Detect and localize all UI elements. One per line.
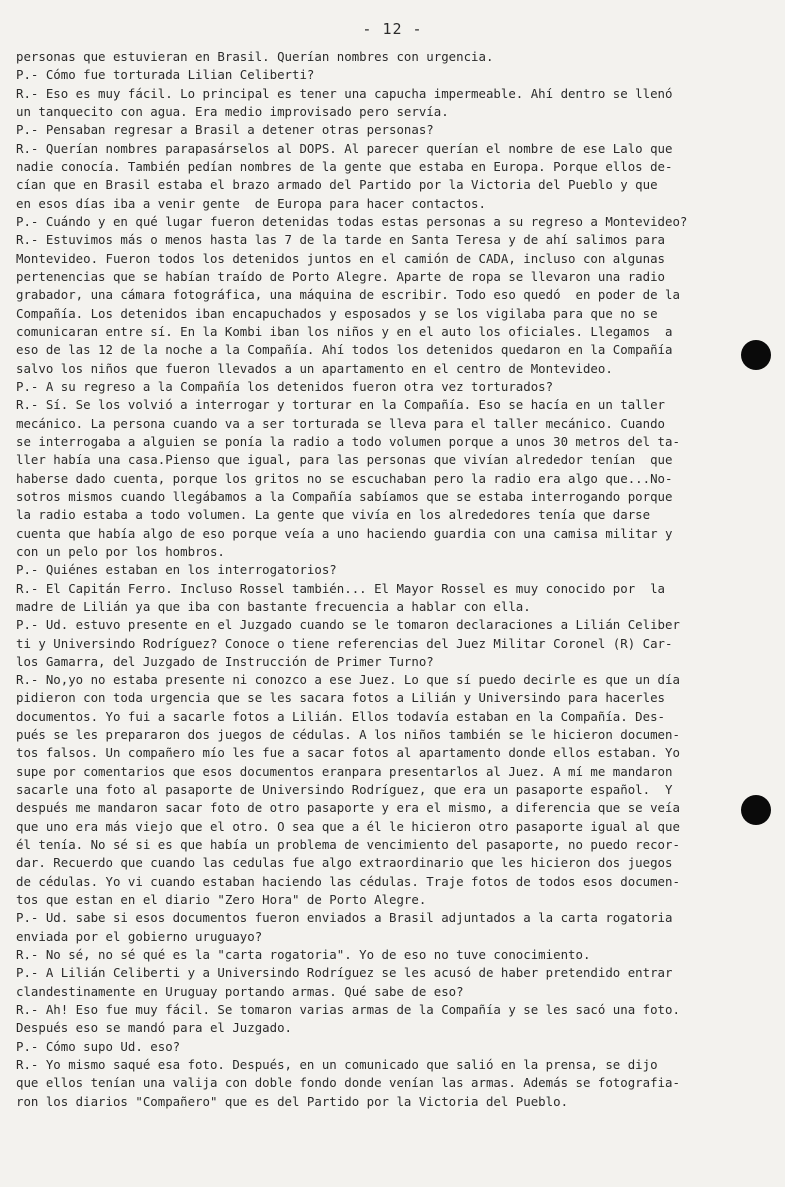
text-line: la radio estaba a todo volumen. La gente que vivía en los alrededores tenía que darse [16,507,651,523]
text-line: ron los diarios "Compañero" que es del Partido por la Victoria del Pueblo. [16,1093,569,1109]
text-line: con un pelo por los hombros. [16,543,225,559]
text-line: que uno era más viejo que el otro. O sea que a él le hicieron otro pasaporte igual al que [16,818,680,834]
text-line: clandestinamente en Uruguay portando armas. Qué sabe de eso? [16,983,464,999]
text-line: R.- Estuvimos más o menos hasta las 7 de la tarde en Santa Teresa y de ahí salimos para [16,232,666,248]
binder-punch-hole-bottom [741,795,771,825]
text-line: P.- Pensaban regresar a Brasil a detener otras personas? [16,122,434,138]
text-line: se interrogaba a alguien se ponía la radio a todo volumen porque a unos 30 metros del ta- [16,433,680,449]
text-line: P.- Cómo fue torturada Lilian Celiberti? [16,67,315,83]
text-line: documentos. Yo fui a sacarle fotos a Lilián. Ellos todavía estaban en la Compañía. Des- [16,708,666,724]
text-line: pertenencias que se habían traído de Porto Alegre. Aparte de ropa se llevaron una radio [16,268,666,284]
text-line: ti y Universindo Rodríguez? Conoce o tiene referencias del Juez Militar Coronel (R) Car- [16,635,673,651]
text-line: un tanquecito con agua. Era medio improvisado pero servía. [16,103,449,119]
text-line: sotros mismos cuando llegábamos a la Compañía sabíamos que se estaba interrogando porque [16,488,673,504]
text-line: P.- Cómo supo Ud. eso? [16,1038,181,1054]
text-line: haberse dado cuenta, porque los gritos no se escuchaban pero la radio era algo que...No- [16,470,673,486]
text-line: R.- Yo mismo saqué esa foto. Después, en un comunicado que salió en la prensa, se dijo [16,1057,658,1073]
text-line: nadie conocía. También pedían nombres de la gente que estaba en Europa. Porque ellos de- [16,158,673,174]
typewritten-body-text [16,48,781,1111]
text-line: pidieron con toda urgencia que se les sacara fotos a Lilián y Universindo para hacerles [16,690,666,706]
text-line: Montevideo. Fueron todos los detenidos juntos en el camión de CADA, incluso con algunas [16,250,666,266]
text-line: eso de las 12 de la noche a la Compañía. Ahí todos los detenidos quedaron en la Compañía [16,342,673,358]
text-line: R.- Ah! Eso fue muy fácil. Se tomaron varias armas de la Compañía y se les sacó una foto. [16,1002,680,1018]
text-line: cían que en Brasil estaba el brazo armado del Partido por la Victoria del Pueblo y que [16,177,658,193]
text-line: de cédulas. Yo vi cuando estaban haciendo las cédulas. Traje fotos de todos esos documen- [16,873,680,889]
text-line: comunicaran entre sí. En la Kombi iban los niños y en el auto los oficiales. Llegamos a [16,323,673,339]
text-line: P.- Ud. sabe si esos documentos fueron enviados a Brasil adjuntados a la carta rogatoria [16,910,673,926]
text-line: supe por comentarios que esos documentos eranpara presentarlos al Juez. A mí me mandaron [16,763,673,779]
text-line: P.- A Lilián Celiberti y a Universindo Rodríguez se les acusó de haber pretendido entrar [16,965,673,981]
text-line: dar. Recuerdo que cuando las cedulas fue algo extraordinario que les hicieron dos juegos [16,855,673,871]
text-line: ller había una casa.Pienso que igual, para las personas que vivían alrededor tenían que [16,452,673,468]
text-line: R.- Eso es muy fácil. Lo principal es tener una capucha impermeable. Ahí dentro se llenó [16,85,673,101]
text-line: cuenta que había algo de eso porque veía a uno haciendo guardia con una camisa militar y [16,525,673,541]
text-line: P.- Ud. estuvo presente en el Juzgado cuando se le tomaron declaraciones a Lilián Celiber [16,617,680,633]
text-line: grabador, una cámara fotográfica, una máquina de escribir. Todo eso quedó en poder de la [16,287,680,303]
text-line: los Gamarra, del Juzgado de Instrucción de Primer Turno? [16,653,434,669]
text-line: tos que estan en el diario "Zero Hora" de Porto Alegre. [16,892,427,908]
text-line: madre de Lilián ya que iba con bastante frecuencia a hablar con ella. [16,598,531,614]
text-line: R.- El Capitán Ferro. Incluso Rossel también... El Mayor Rossel es muy conocido por la [16,580,666,596]
text-line: Compañía. Los detenidos iban encapuchados y esposados y se los vigilaba para que no se [16,305,658,321]
text-line: P.- Cuándo y en qué lugar fueron detenidas todas estas personas a su regreso a Montevideo? [16,213,688,229]
text-line: tos falsos. Un compañero mío les fue a sacar fotos al apartamento donde ellos estaban. Yo [16,745,680,761]
text-line: mecánico. La persona cuando va a ser torturada se lleva para el taller mecánico. Cuando [16,415,666,431]
text-line: R.- No sé, no sé qué es la "carta rogatoria". Yo de eso no tuve conocimiento. [16,947,591,963]
text-line: enviada por el gobierno uruguayo? [16,928,263,944]
text-line: P.- A su regreso a la Compañía los detenidos fueron otra vez torturados? [16,378,554,394]
text-line: que ellos tenían una valija con doble fondo donde venían las armas. Además se fotografia- [16,1075,680,1091]
text-line: él tenía. No sé si es que había un problema de vencimiento del pasaporte, no puedo recor- [16,837,680,853]
text-line: P.- Quiénes estaban en los interrogatorios? [16,562,337,578]
text-line: en esos días iba a venir gente de Europa para hacer contactos. [16,195,486,211]
text-line: Después eso se mandó para el Juzgado. [16,1020,293,1036]
text-line: R.- No,yo no estaba presente ni conozco a ese Juez. Lo que sí puedo decirle es que un día [16,672,680,688]
text-line: R.- Querían nombres parapasárselos al DOPS. Al parecer querían el nombre de ese Lalo que [16,140,673,156]
text-line: después me mandaron sacar foto de otro pasaporte y era el mismo, a diferencia que se veía [16,800,680,816]
text-line: sacarle una foto al pasaporte de Universindo Rodríguez, que era un pasaporte español. Y [16,782,673,798]
binder-punch-hole-top [741,340,771,370]
text-line: personas que estuvieran en Brasil. Querían nombres con urgencia. [16,49,494,64]
text-line: salvo los niños que fueron llevados a un apartamento en el centro de Montevideo. [16,360,613,376]
text-line: pués se les prepararon dos juegos de cédulas. A los niños también se le hicieron documen- [16,727,680,743]
text-line: R.- Sí. Se los volvió a interrogar y torturar en la Compañía. Eso se hacía en un taller [16,397,666,413]
page-number: - 12 - [362,20,423,38]
